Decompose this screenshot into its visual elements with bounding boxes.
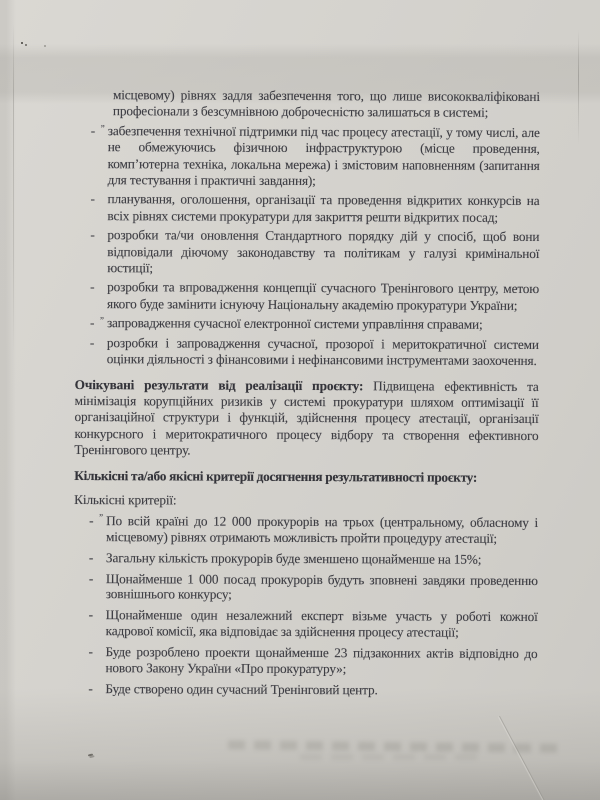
expected-results-paragraph bbox=[74, 376, 538, 460]
bleed-through-smudge bbox=[300, 754, 480, 760]
expected-results-text: Підвищена ефективність та мінімізація корупційних ризиків у системі прокуратури шляхом оптимізації її організаційної структури і функцій, здійснення процесу атестації, організації конкурсного і меритократичного процесу відбору та створення ефективного Тренінгового центру. bbox=[74, 377, 539, 458]
bullet-text: розробки та впровадження концепції сучасного Тренінгового центру, метою якого буде замінити існуючу Національну академію прокуратури України; bbox=[107, 279, 540, 313]
bullet-dash: - bbox=[88, 570, 94, 586]
bullet-text: розробки та/чи оновлення Стандартного порядку дій у спосіб, щоб вони відповідали діючому законодавству та політикам у галузі кримінальної юстиції; bbox=[107, 227, 540, 276]
bullet-item bbox=[75, 279, 539, 314]
bullet-text: Щонайменше 1 000 посад прокурорів будуть зповнені завдяки проведенню зовнішнього конкурсу; bbox=[105, 570, 538, 603]
bullet-text: Буде створено один сучасний Тренінговий центр. bbox=[105, 681, 378, 698]
bullet-item bbox=[75, 335, 539, 370]
paper-crease-left bbox=[13, 24, 14, 354]
paper-crease-corner bbox=[499, 716, 545, 800]
bullet-dash: - bbox=[90, 191, 95, 207]
criteria-heading: Кількісні та/або якісні критерії досягнення результативності проєкту: bbox=[74, 467, 478, 485]
quantitative-section bbox=[73, 492, 538, 699]
bullet-item bbox=[75, 191, 539, 226]
bullet-text: По всій країні до 12 000 прокурорів на трьох (центральному, обласному і місцевому) рівнях отримають можливість пройти процедуру атестації; bbox=[106, 512, 539, 546]
bullet-dash: - bbox=[89, 512, 94, 528]
bullet-item bbox=[74, 550, 538, 568]
bullet-item bbox=[75, 315, 539, 333]
bullet-dash: - bbox=[89, 315, 95, 331]
bullet-text: Щонайменше один незалежний експерт візьме участь у роботі кожної кадрової комісії, яка відповідає за здійснення процесу атестації; bbox=[105, 607, 538, 640]
bullet-item bbox=[74, 513, 538, 547]
bullet-dash: - bbox=[88, 607, 94, 623]
bullet-text: Загальну кількість прокурорів буде зменшено щонайменше на 15%; bbox=[105, 549, 482, 567]
bullet-dash: - bbox=[88, 549, 94, 565]
bullet-item bbox=[73, 644, 537, 678]
paper-crease-right bbox=[578, 30, 579, 145]
quantitative-label: Кількісні критерії: bbox=[74, 491, 177, 508]
bullet-dash: - bbox=[90, 227, 95, 243]
bullet-continuation: місцевому) рівнях задля забезпечення того, що лише висококваліфіковані професіонали з безсумнівною доброчесністю залишаться в системі; bbox=[112, 87, 540, 121]
bullet-text: забезпечення технічної підтримки під час процесу атестації, у тому числі, але не обмежуючись фізичною інфраструктурою (місце проведення, комп’ютерна техніка, локальна мережа) і змістовим наповненням (запитання для тестування і практичні завдання); bbox=[107, 122, 540, 189]
bullet-text: планування, оголошення, організації та проведення відкритих конкурсів на всіх рівнях системи прокуратури для закриття решти відкритих посад; bbox=[107, 191, 540, 225]
ink-mark-bottom bbox=[88, 753, 93, 756]
bullet-list-top bbox=[75, 123, 540, 370]
bullet-dash: - bbox=[88, 644, 93, 660]
bullet-text: розробки і запровадження сучасної, прозорої і меритократичної системи оцінки діяльності з фінансовими і нефінансовими інструментами заохочення. bbox=[106, 334, 539, 369]
bullet-item bbox=[75, 227, 539, 278]
ink-mark-top bbox=[21, 42, 23, 44]
quote-mark: ” bbox=[100, 122, 105, 133]
bullet-list-quantitative bbox=[73, 513, 538, 699]
bullet-item bbox=[73, 681, 537, 699]
bullet-item bbox=[74, 607, 538, 641]
bullet-dash: - bbox=[90, 279, 95, 295]
bullet-text: Буде розроблено проекти щонайменше 23 підзаконних актів відповідно до нового Закону України «Про прокуратуру»; bbox=[105, 644, 538, 677]
bleed-through-smudge bbox=[228, 740, 560, 752]
bullet-dash: - bbox=[89, 334, 95, 350]
bullet-dash: - bbox=[88, 681, 93, 697]
quote-mark: ” bbox=[99, 511, 104, 522]
bullet-item bbox=[74, 571, 538, 605]
bullet-text: запровадження сучасної електронної системи управління справами; bbox=[106, 315, 483, 333]
bullet-dash: - bbox=[90, 122, 96, 138]
expected-results-label: Очікувані результати від реалізації проєкту: bbox=[74, 376, 364, 393]
document-text-block bbox=[73, 87, 540, 699]
bullet-item bbox=[76, 123, 540, 191]
quote-mark: ” bbox=[99, 315, 104, 326]
